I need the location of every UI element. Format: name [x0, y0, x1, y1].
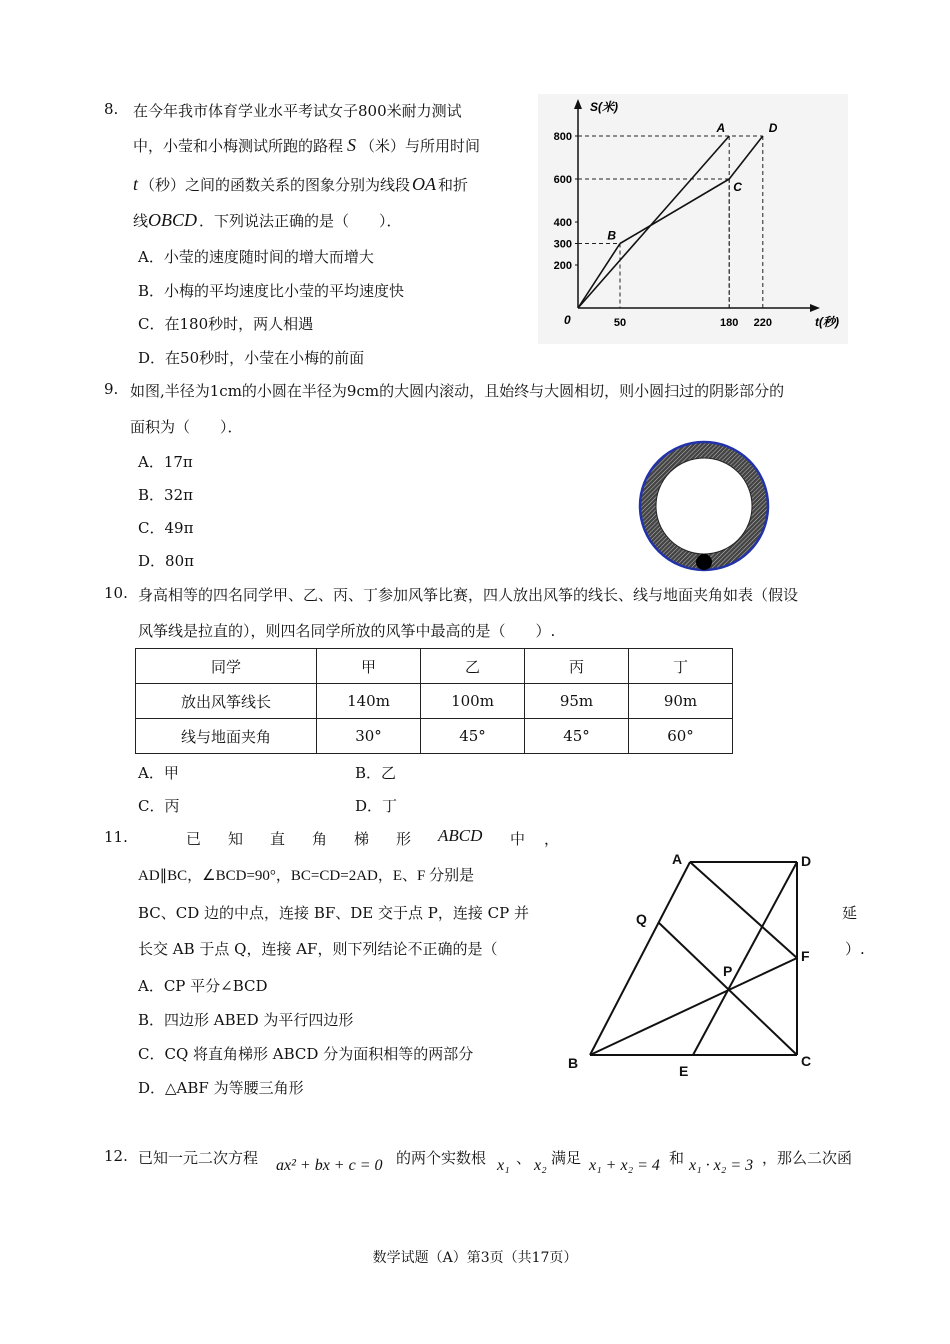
q11-line1-comma: ，: [544, 830, 560, 848]
q12-cond2: x₁ · x₂ = 3: [689, 1157, 754, 1174]
q11-word: 知: [228, 830, 244, 848]
chart-point-label-b: B: [607, 228, 616, 243]
q12-text-e: ，那么二次函: [762, 1149, 853, 1167]
chart-y-tick-label: 800: [553, 131, 572, 143]
q11-label-p: P: [723, 963, 733, 979]
table-cell: 放出风筝线长: [136, 684, 317, 719]
q11-word: 形: [396, 830, 412, 848]
q8-var-s: S: [347, 135, 357, 155]
q10-option-c: C．丙: [138, 797, 180, 815]
table-cell: 线与地面夹角: [136, 719, 317, 754]
q12-root2: x₂: [534, 1157, 547, 1174]
table-header-cell: 同学: [136, 649, 317, 684]
q9-option-d: D．80π: [138, 552, 194, 570]
q11-segment-ba: [590, 862, 690, 1055]
q8-line2: [133, 135, 480, 156]
q8-line2a: 中，小莹和小梅测试所跑的路程: [133, 137, 344, 155]
q11-var-abcd: ABCD: [438, 826, 483, 845]
chart-y-tick-label: 300: [553, 238, 572, 251]
q12-equation: ax² + bx + c = 0: [276, 1157, 383, 1174]
q11-option-d: D．△ABF 为等腰三角形: [138, 1079, 304, 1097]
chart-y-label: S(米): [590, 100, 618, 114]
q11-line2: AD∥BC，∠BCD=90°，BC=CD=2AD，E、F 分别是: [138, 868, 475, 884]
q11-segment-bf: [590, 958, 797, 1055]
table-header-cell: 乙: [421, 649, 525, 684]
q12-text-b: 的两个实数根: [396, 1149, 487, 1167]
q11-label-e: E: [679, 1063, 689, 1079]
table-row: [136, 684, 733, 719]
q11-label-q: Q: [636, 911, 647, 927]
q9-option-a: A．17π: [138, 453, 193, 471]
q9-option-c: C．49π: [138, 519, 194, 537]
q12-cond1: x₁ + x₂ = 4: [589, 1157, 660, 1174]
q8-var-oa: OA: [412, 174, 437, 194]
q11-label-b: B: [568, 1055, 579, 1071]
chart-x-tick-label: 50: [613, 317, 627, 329]
q11-line3: BC、CD 边的中点，连接 BF、DE 交于点 P，连接 CP 并: [138, 904, 529, 922]
q12-text-a: 已知一元二次方程: [138, 1149, 259, 1167]
q8-option-c: C．在180秒时，两人相遇: [138, 315, 314, 333]
q11-word: 直: [270, 830, 286, 848]
table-header-cell: 丙: [525, 649, 629, 684]
q11-segment-de: [693, 862, 797, 1055]
q10-option-a: A．甲: [138, 764, 179, 782]
q11-line3-tail: 延: [842, 904, 858, 922]
q8-line4: [133, 210, 402, 231]
q8-line3a: （秒）之间的函数关系的图象分别为线段: [140, 176, 411, 194]
q8-line4a: 线: [133, 212, 149, 230]
q11-number: 11.: [104, 828, 128, 846]
q10-kite-table: [135, 648, 733, 754]
chart-x-label: t(秒): [815, 315, 839, 329]
table-cell: 60°: [629, 719, 733, 754]
q9-number: 9.: [104, 380, 119, 398]
q8-option-a: A．小莹的速度随时间的增大而增大: [138, 248, 374, 266]
chart-x-tick-label: 180: [720, 317, 739, 329]
q11-line1-end: 中: [510, 830, 526, 848]
q11-line4: 长交 AB 于点 Q，连接 AF，则下列结论不正确的是（: [138, 940, 498, 958]
chart-y-tick-label: 600: [553, 174, 572, 186]
table-row: [136, 719, 733, 754]
chart-point-label-c: C: [733, 180, 742, 194]
table-cell: 140m: [317, 684, 421, 719]
q11-line4-tail: ）.: [845, 940, 865, 958]
q9-annulus-figure: [632, 440, 777, 573]
table-cell: 90m: [629, 684, 733, 719]
chart-x-tick-label: 220: [753, 317, 772, 329]
q10-option-b: B．乙: [355, 764, 397, 782]
q11-option-b: B．四边形 ABED 为平行四边形: [138, 1011, 354, 1029]
table-cell: 45°: [525, 719, 629, 754]
chart-y-tick-label: 400: [553, 217, 572, 229]
q9-small-circle: [696, 554, 712, 570]
q11-word: 角: [312, 830, 328, 848]
q9-inner-circle: [656, 458, 752, 554]
q9-option-b: B．32π: [138, 486, 193, 504]
q11-option-a: A．CP 平分∠BCD: [138, 977, 268, 995]
q12-number: 12.: [104, 1147, 128, 1165]
q11-segment-af: [690, 862, 797, 958]
table-header-cell: 甲: [317, 649, 421, 684]
q11-segment-cq: [658, 922, 797, 1055]
q10-line2: 风筝线是拉直的），则四名同学所放的风筝中最高的是（ ）.: [138, 622, 556, 640]
q8-line2b: （米）与所用时间: [360, 137, 481, 155]
q11-word: 梯: [354, 830, 370, 848]
chart-y-tick-label: 200: [553, 260, 572, 272]
q8-distance-time-chart: [538, 94, 848, 344]
chart-origin-label: 0: [564, 313, 571, 327]
q8-option-b: B．小梅的平均速度比小莹的平均速度快: [138, 282, 405, 300]
q12-sep: 、: [516, 1149, 532, 1167]
q8-option-d: D．在50秒时，小莹在小梅的前面: [138, 349, 365, 367]
q11-option-c: C．CQ 将直角梯形 ABCD 分为面积相等的两部分: [138, 1045, 474, 1063]
q12-text-c: 满足: [551, 1149, 582, 1167]
table-row: [136, 649, 733, 684]
q8-line3: [133, 174, 468, 195]
q12-root1: x₁: [497, 1157, 510, 1174]
q11-label-c: C: [801, 1053, 812, 1069]
page-footer: 数学试题（A）第3页（共17页）: [372, 1250, 578, 1266]
q10-number: 10.: [104, 584, 128, 602]
q10-option-d: D．丁: [355, 797, 398, 815]
chart-point-label-a: A: [716, 121, 726, 135]
table-cell: 95m: [525, 684, 629, 719]
q11-label-f: F: [801, 948, 810, 964]
q8-line1: 在今年我市体育学业水平考试女子800米耐力测试: [133, 102, 462, 120]
q9-line1: 如图,半径为1cm的小圆在半径为9cm的大圆内滚动，且始终与大圆相切，则小圆扫过的阴影部分的: [130, 382, 785, 400]
q8-number: 8.: [104, 100, 119, 118]
q8-line3b: 和折: [438, 176, 469, 194]
q11-label-d: D: [801, 853, 812, 869]
table-header-cell: 丁: [629, 649, 733, 684]
q8-var-t: t: [133, 174, 139, 194]
table-cell: 100m: [421, 684, 525, 719]
q10-line1: 身高相等的四名同学甲、乙、丙、丁参加风筝比赛，四人放出风筝的线长、线与地面夹角如表（假设: [138, 586, 799, 604]
q12-text-d: 和: [669, 1149, 685, 1167]
table-cell: 30°: [317, 719, 421, 754]
chart-point-label-d: D: [768, 121, 778, 135]
q11-trapezoid-figure: [560, 848, 830, 1084]
q11-word: 已: [186, 830, 202, 848]
q11-label-a: A: [672, 851, 683, 867]
q9-line2: 面积为（ ）．: [130, 418, 243, 436]
q8-var-obcd: OBCD: [148, 210, 198, 230]
table-cell: 45°: [421, 719, 525, 754]
q8-line4b: ．下列说法正确的是（ ）．: [199, 212, 402, 230]
